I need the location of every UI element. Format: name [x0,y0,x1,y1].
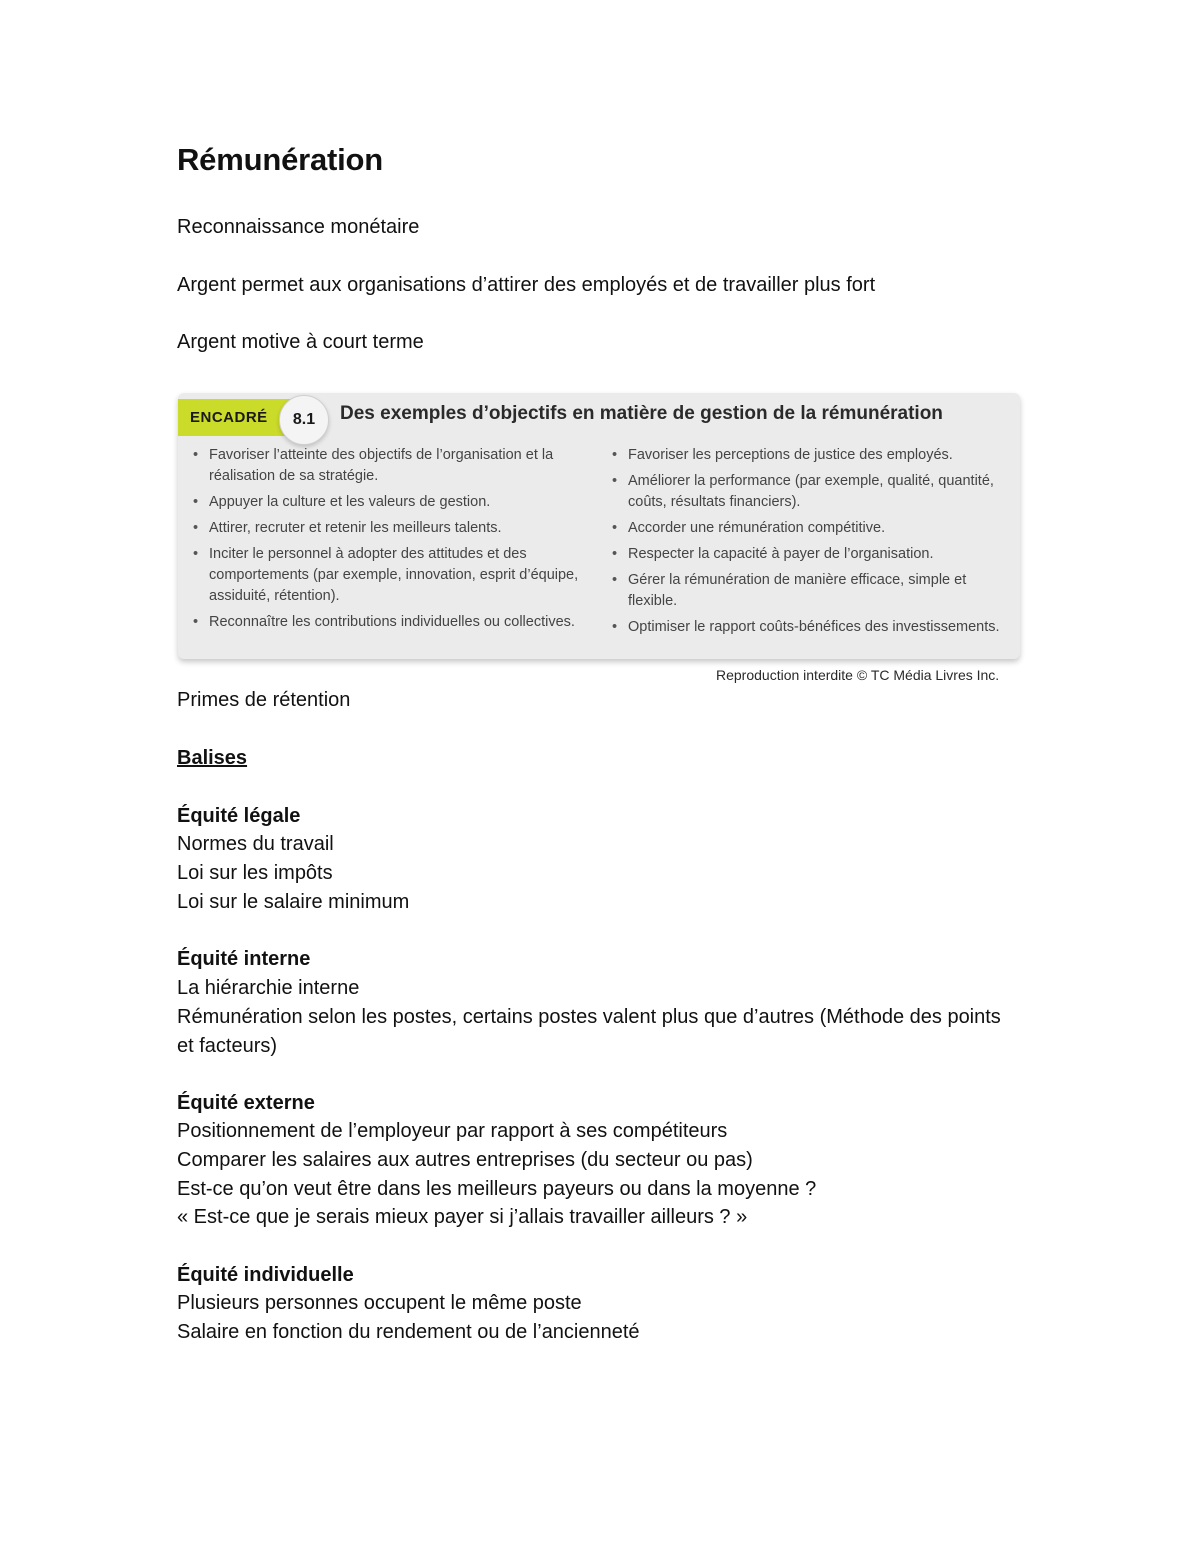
list-item: • Gérer la rémunération de manière efficace, simple et flexible. [612,572,967,609]
equite-individuelle-line: Salaire en fonction du rendement ou de l’ancienneté [177,1321,640,1343]
list-item: • Respecter la capacité à payer de l’organisation. [597,544,1009,565]
bullet-icon: • [612,572,618,588]
equite-interne-line: La hiérarchie interne [177,977,360,999]
equite-legale-line: Loi sur le salaire minimum [177,891,410,913]
balises-heading: Balises [177,747,248,769]
encadre-number: 8.1 [279,395,329,445]
list-item: • Optimiser le rapport coûts-bénéfices des investissements. [597,617,1009,638]
bullet-icon: • [612,447,618,463]
equite-legale-line: Loi sur les impôts [177,862,333,884]
list-item: • Accorder une rémunération compétitive. [597,518,1009,539]
equite-individuelle-line: Plusieurs personnes occupent le même poste [177,1292,582,1314]
equite-externe-line: Est-ce qu’on veut être dans les meilleurs payeurs ou dans la moyenne ? [177,1178,817,1200]
encadre-left-list [178,445,588,638]
equite-legale-heading: Équité légale [177,805,301,827]
equite-externe-line: « Est-ce que je serais mieux payer si j’allais travailler ailleurs ? » [177,1206,748,1228]
encadre-box [178,393,1020,659]
equite-interne-line: Rémunération selon les postes, certains postes valent plus que d’autres (Méthode des points et facteurs) [177,1006,1001,1057]
list-item: • Reconnaître les contributions individuelles ou collectives. [178,612,588,633]
intro-line: Reconnaissance monétaire [177,216,420,238]
list-item: • Inciter le personnel à adopter des attitudes et des comportements (par exemple, innovation, esprit d’équipe, assiduité, rétention). [193,546,579,604]
list-item: • Favoriser l’atteinte des objectifs de l’organisation et la réalisation de sa stratégie. [193,447,554,484]
section-line: Primes de rétention [177,689,351,711]
equite-externe-line: Positionnement de l’employeur par rapport à ses compétiteurs [177,1120,728,1142]
page-title: Rémunération [177,142,384,177]
intro-line: Argent permet aux organisations d’attirer des employés et de travailler plus fort [177,274,876,296]
bullet-icon: • [612,473,618,489]
bullet-icon: • [612,619,618,635]
equite-externe-line: Comparer les salaires aux autres entreprises (du secteur ou pas) [177,1149,753,1171]
bullet-icon: • [193,546,199,562]
list-item: • Améliorer la performance (par exemple, qualité, quantité, coûts, résultats financiers). [612,473,994,510]
bullet-icon: • [193,520,199,536]
bullet-icon: • [193,614,199,630]
bullet-icon: • [193,494,199,510]
equite-interne-heading: Équité interne [177,948,311,970]
list-item: • Attirer, recruter et retenir les meilleurs talents. [178,518,588,539]
equite-externe-heading: Équité externe [177,1092,315,1114]
intro-line: Argent motive à court terme [177,331,424,353]
equite-legale-line: Normes du travail [177,833,334,855]
bullet-icon: • [612,546,618,562]
equite-individuelle-heading: Équité individuelle [177,1264,354,1286]
encadre-right-list [597,445,1009,643]
list-item: • Appuyer la culture et les valeurs de gestion. [178,492,588,513]
list-item: • Favoriser les perceptions de justice des employés. [597,445,1009,466]
bullet-icon: • [612,520,618,536]
encadre-tag: ENCADRÉ [178,399,296,436]
bullet-icon: • [193,447,199,463]
encadre-title: Des exemples d’objectifs en matière de gestion de la rémunération [340,403,943,424]
image-credit: Reproduction interdite © TC Média Livres Inc. [716,667,1000,683]
